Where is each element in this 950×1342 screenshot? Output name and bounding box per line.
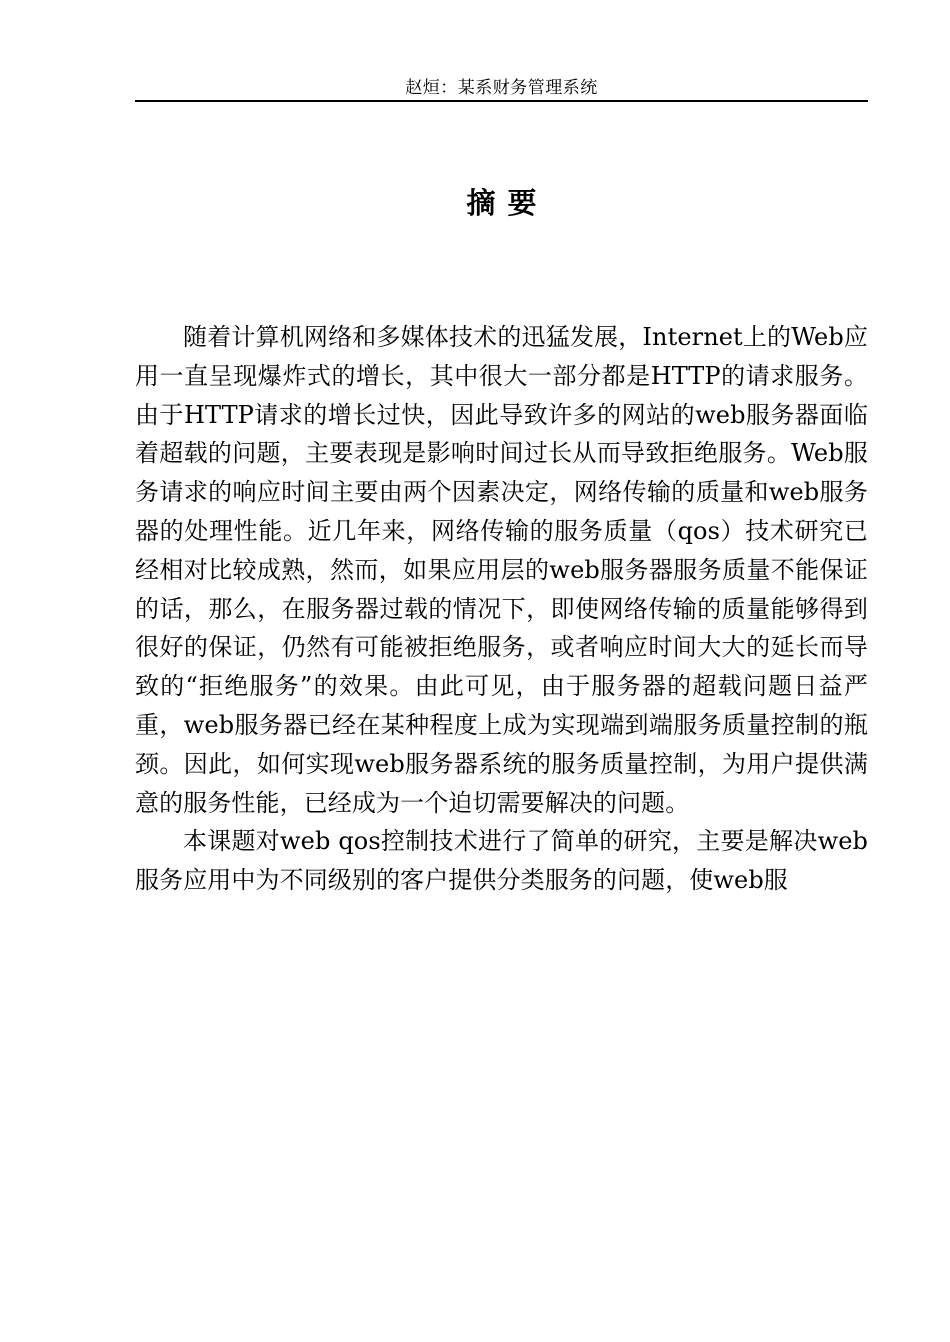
abstract-title: 摘要: [466, 186, 549, 220]
abstract-paragraph-1: 随着计算机网络和多媒体技术的迅猛发展，Internet上的Web应用一直呈现爆炸式的增长，其中很大一部分都是HTTP的请求服务。由于HTTP请求的增长过快，因此导致许多的网站的web服务器面临着超载的问题，主要表现是影响时间过长从而导致拒绝服务。Web服务请求的响应时间主要由两个因素决定，网络传输的质量和web服务器的处理性能。近几年来，网络传输的服务质量（qos）技术研究已经相对比较成熟，然而，如果应用层的web服务器服务质量不能保证的话，那么，在服务器过载的情况下，即使网络传输的质量能够得到很好的保证，仍然有可能被拒绝服务，或者响应时间大大的延长而导致的“拒绝服务”的效果。由此可见，由于服务器的超载问题日益严重，web服务器已经在某种程度上成为实现端到端服务质量控制的瓶颈。因此，如何实现web服务器系统的服务质量控制，为用户提供满意的服务性能，已经成为一个迫切需要解决的问题。: [135, 323, 868, 817]
abstract-body: [135, 318, 868, 900]
header-rule: [135, 100, 868, 102]
running-header: 赵烜：某系财务管理系统: [405, 78, 598, 98]
abstract-paragraph-2: 本课题对web qos控制技术进行了简单的研究，主要是解决web服务应用中为不同级别的客户提供分类服务的问题，使web服: [135, 827, 868, 895]
